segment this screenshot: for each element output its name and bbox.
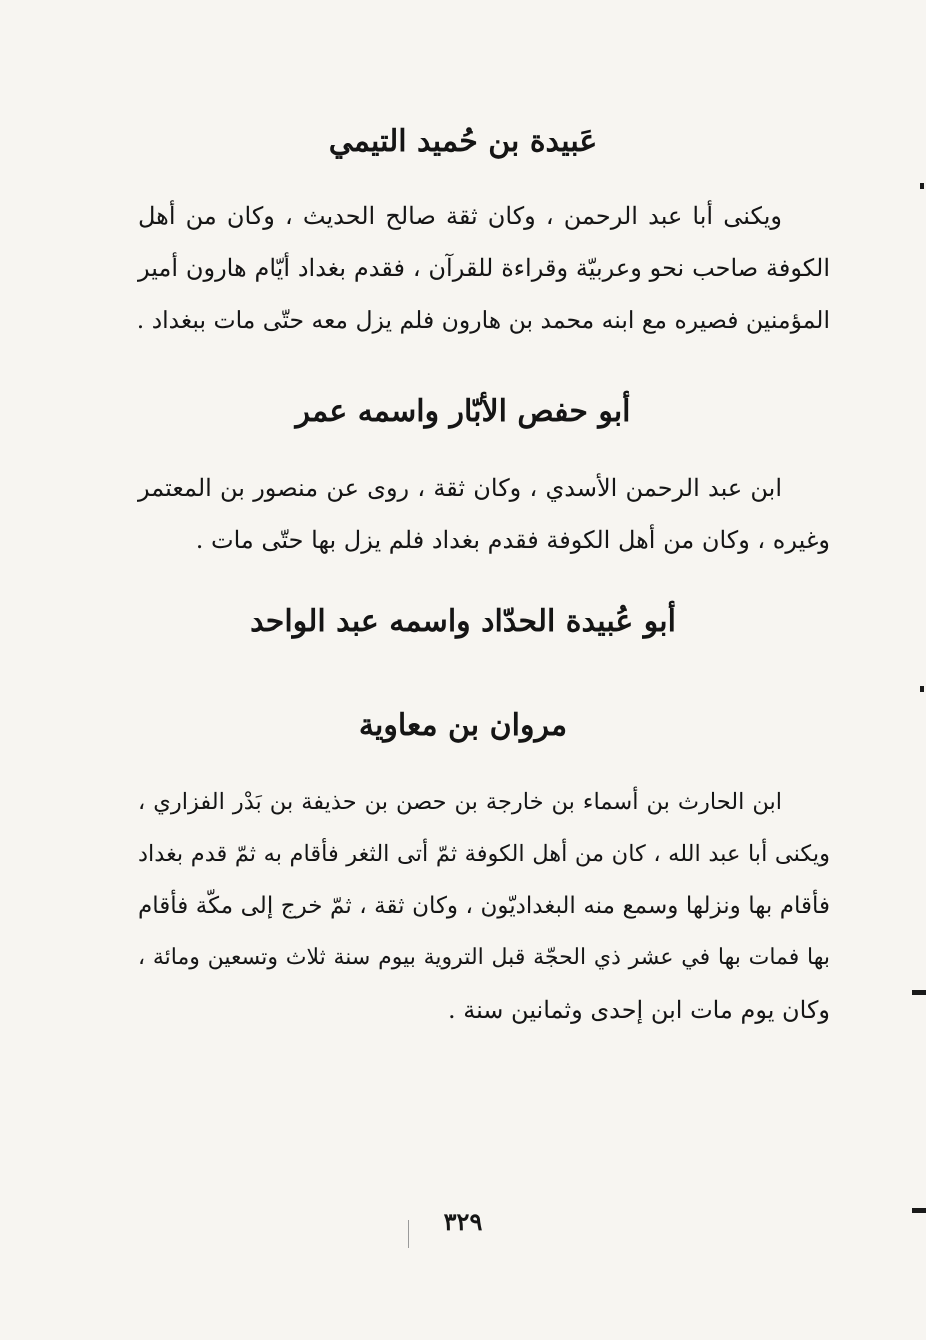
- section-heading-ubaida: عَبيدة بن حُميد التيمي: [328, 124, 598, 159]
- scan-speck: [912, 1208, 926, 1213]
- scan-speck: [912, 990, 926, 995]
- text-line: المؤمنين فصيره مع ابنه محمد بن هارون فلم يزل معه حتّى مات ببغداد .: [136, 306, 830, 334]
- text-line: ابن عبد الرحمن الأسدي ، وكان ثقة ، روى عن منصور بن المعتمر: [138, 474, 782, 502]
- text-line: ويكنى أبا عبد الله ، كان من أهل الكوفة ثمّ أتى الثغر فأقام به ثمّ قدم بغداد: [138, 841, 830, 867]
- paragraph-marwan: [138, 776, 830, 1036]
- page-number: ٣٢٩: [443, 1207, 483, 1236]
- paragraph-ubaida: [138, 190, 830, 346]
- text-line: وغيره ، وكان من أهل الكوفة فقدم بغداد فلم يزل بها حتّى مات .: [195, 526, 830, 554]
- text-line: ويكنى أبا عبد الرحمن ، وكان ثقة صالح الحديث ، وكان من أهل: [138, 202, 782, 230]
- scan-line: [408, 1220, 409, 1248]
- section-heading-abu-hafs: أبو حفص الأبّار واسمه عمر: [295, 394, 631, 429]
- text-line: بها فمات بها في عشر ذي الحجّة قبل التروية بيوم سنة ثلاث وتسعين ومائة ،: [138, 945, 830, 970]
- section-heading-marwan: مروان بن معاوية: [358, 708, 568, 743]
- section-heading-abu-ubaida: أبو عُبيدة الحدّاد واسمه عبد الواحد: [250, 604, 676, 639]
- text-line: فأقام بها ونزلها وسمع منه البغداديّون ، وكان ثقة ، ثمّ خرج إلى مكّة فأقام: [138, 893, 830, 919]
- paragraph-abu-hafs: [138, 462, 830, 566]
- text-line: ابن الحارث بن أسماء بن خارجة بن حصن بن حذيفة بن بَدْر الفزاري ،: [138, 789, 782, 815]
- scan-speck: [920, 183, 924, 189]
- text-line: وكان يوم مات ابن إحدى وثمانين سنة .: [447, 996, 830, 1024]
- scan-speck: [920, 686, 924, 692]
- text-line: الكوفة صاحب نحو وعربيّة وقراءة للقرآن ، فقدم بغداد أيّام هارون أمير: [138, 254, 830, 282]
